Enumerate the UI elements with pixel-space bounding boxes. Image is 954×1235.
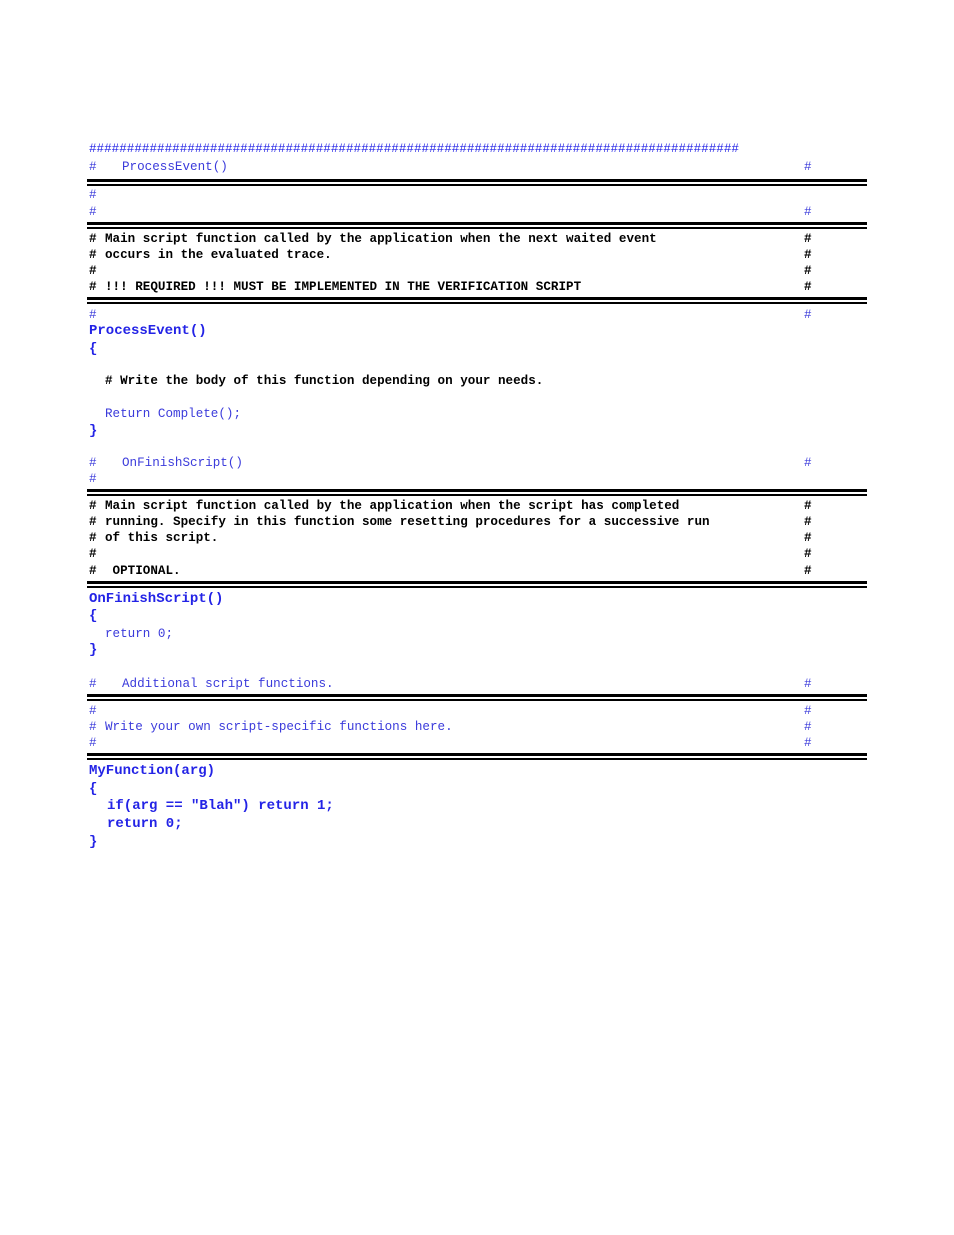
return-statement: Return Complete(); (105, 407, 242, 421)
function-signature-onfinishscript: OnFinishScript() (89, 591, 224, 607)
hash-mark: # (804, 720, 812, 734)
comment-line-required: !!! REQUIRED !!! MUST BE IMPLEMENTED IN THE VERIFICATION SCRIPT (105, 280, 582, 294)
hash-mark: # (89, 248, 97, 262)
close-brace: } (89, 834, 98, 850)
return-statement: return 0; (107, 816, 183, 832)
hash-mark: # (89, 736, 97, 750)
function-signature-myfunction: MyFunction(arg) (89, 763, 216, 779)
section-title-processevent: ProcessEvent() (122, 160, 228, 174)
hash-mark: # (804, 160, 812, 174)
hash-mark: # (89, 564, 97, 578)
comment-line: running. Specify in this function some resetting procedures for a successive run (105, 515, 710, 529)
open-brace: { (89, 608, 98, 624)
open-brace: { (89, 781, 98, 797)
divider-bar (87, 581, 867, 589)
body-comment: # Write the body of this function depending on your needs. (105, 374, 544, 388)
comment-line-optional: OPTIONAL. (105, 564, 181, 578)
hash-mark: # (804, 547, 812, 561)
hash-mark: # (89, 677, 97, 691)
if-statement: if(arg == "Blah") return 1; (107, 798, 334, 814)
divider-bar (87, 753, 867, 761)
divider-bar (87, 179, 867, 187)
hash-mark: # (804, 308, 812, 322)
section-title-additional: Additional script functions. (122, 677, 334, 691)
hash-mark: # (89, 160, 97, 174)
comment-line: of this script. (105, 531, 219, 545)
hash-mark: # (804, 456, 812, 470)
comment-line: Main script function called by the application when the script has completed (105, 499, 680, 513)
hash-mark: # (89, 472, 97, 486)
hash-mark: # (804, 232, 812, 246)
close-brace: } (89, 642, 98, 658)
divider-bar (87, 489, 867, 497)
comment-line: Main script function called by the application when the next waited event (105, 232, 657, 246)
hash-mark: # (804, 704, 812, 718)
comment-line: occurs in the evaluated trace. (105, 248, 332, 262)
return-statement: return 0; (105, 627, 174, 641)
hash-mark: # (804, 280, 812, 294)
hash-mark: # (89, 499, 97, 513)
hash-mark: # (804, 564, 812, 578)
hash-mark: # (89, 720, 97, 734)
hash-mark: # (89, 456, 97, 470)
hash-mark: # (89, 232, 97, 246)
comment-line: Write your own script-specific functions here. (105, 720, 453, 734)
hash-mark: # (804, 499, 812, 513)
hash-mark: # (89, 531, 97, 545)
hash-mark: # (89, 188, 97, 202)
divider-bar (87, 694, 867, 702)
hash-mark: # (804, 205, 812, 219)
hash-mark: # (89, 515, 97, 529)
hash-mark: # (804, 677, 812, 691)
hash-mark: # (89, 205, 97, 219)
hash-mark: # (804, 736, 812, 750)
function-signature-processevent: ProcessEvent() (89, 323, 207, 339)
hash-mark: # (804, 531, 812, 545)
hash-mark: # (89, 547, 97, 561)
hash-mark: # (89, 308, 97, 322)
open-brace: { (89, 341, 98, 357)
hash-mark: # (804, 515, 812, 529)
hash-mark: # (89, 704, 97, 718)
hash-mark: # (804, 248, 812, 262)
divider-bar (87, 222, 867, 230)
hash-mark: # (804, 264, 812, 278)
hash-mark: # (89, 264, 97, 278)
divider-bar (87, 297, 867, 305)
close-brace: } (89, 423, 98, 439)
hash-divider-line: ###################################################################################### (89, 142, 739, 156)
hash-mark: # (89, 280, 97, 294)
section-title-onfinishscript: OnFinishScript() (122, 456, 243, 470)
